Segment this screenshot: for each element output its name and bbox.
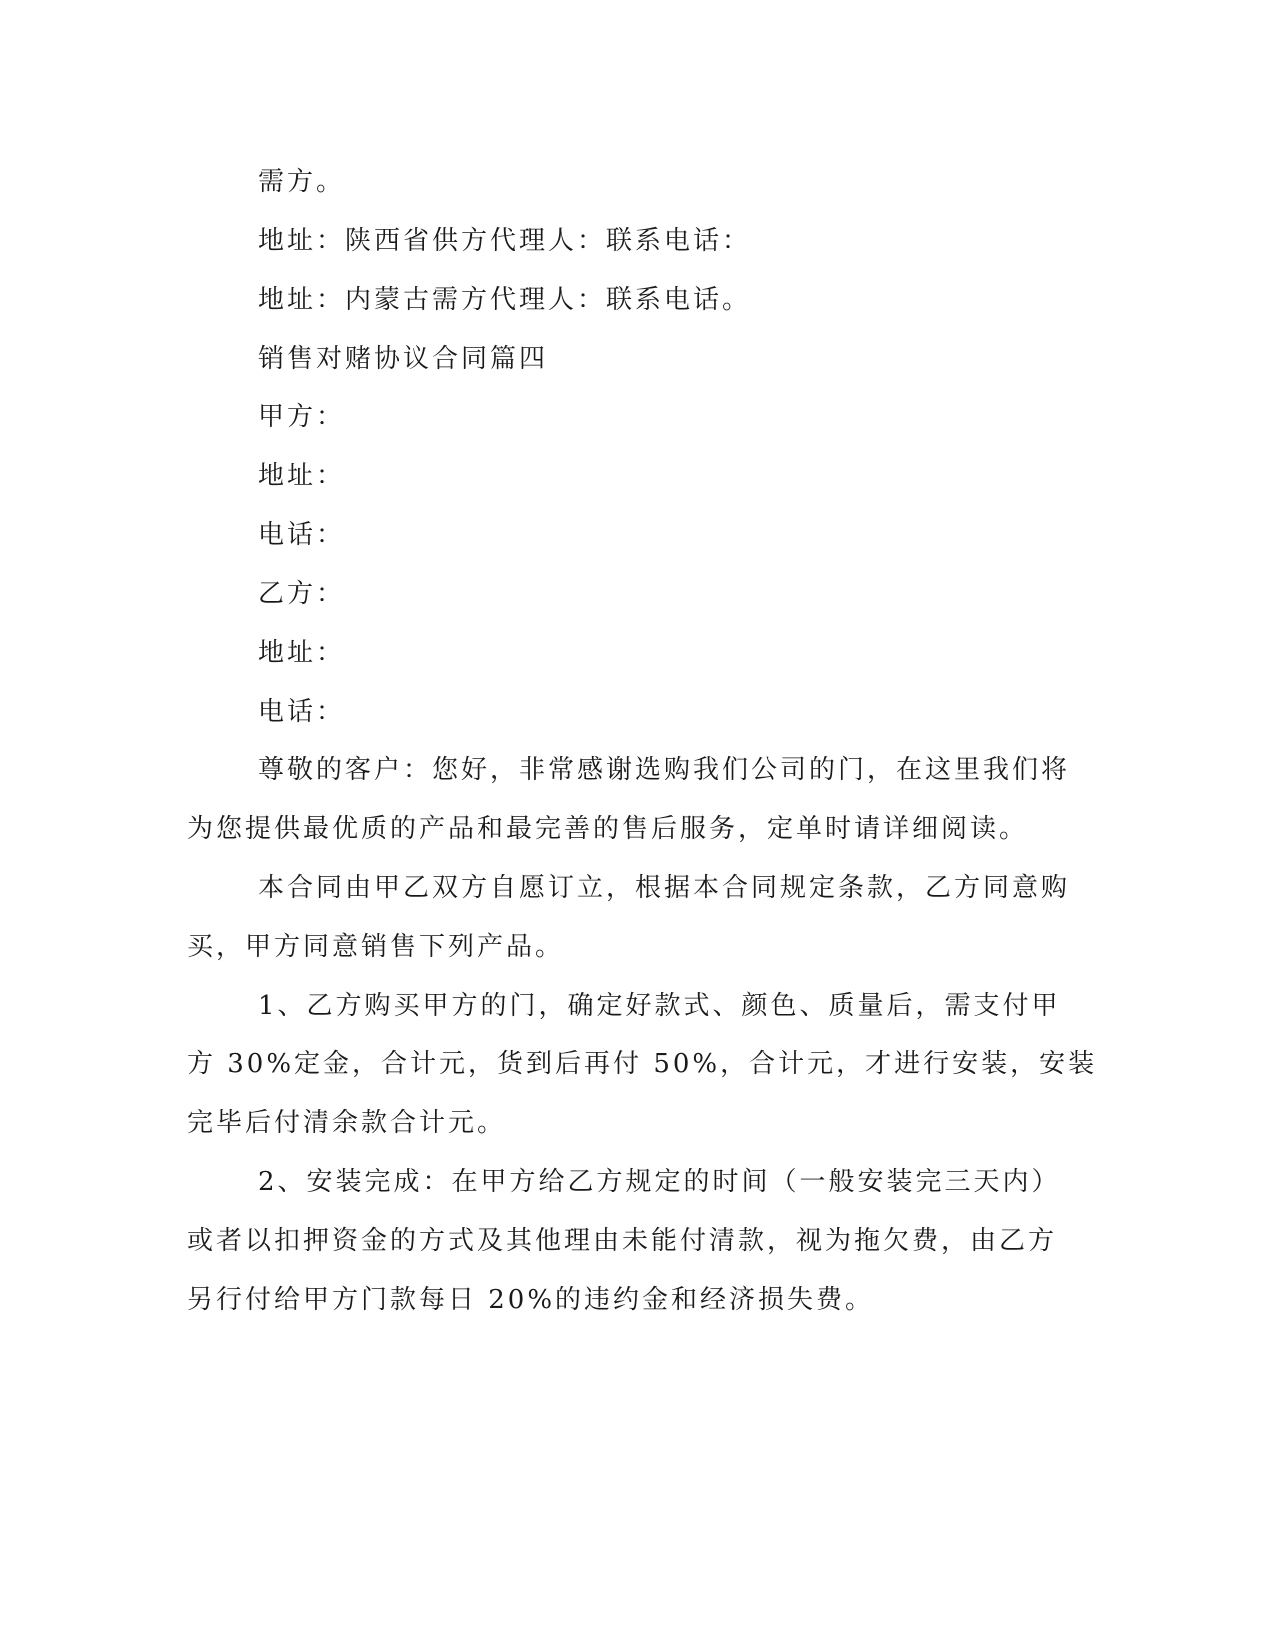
text-line: 本合同由甲乙双方自愿订立，根据本合同规定条款，乙方同意购 <box>258 873 1071 903</box>
text-line: 或者以扣押资金的方式及其他理由未能付清款，视为拖欠费，由乙方 <box>187 1226 1058 1256</box>
text-line: 买，甲方同意销售下列产品。 <box>187 932 565 962</box>
text-line: 乙方： <box>258 579 346 609</box>
text-line: 尊敬的客户：您好，非常感谢选购我们公司的门，在这里我们将 <box>258 755 1071 785</box>
text-line: 地址： <box>258 461 346 491</box>
text-line: 为您提供最优质的产品和最完善的售后服务，定单时请详细阅读。 <box>187 814 1029 844</box>
text-line: 另行付给甲方门款每日 20%的违约金和经济损失费。 <box>187 1285 875 1315</box>
text-line: 需方。 <box>258 167 346 197</box>
text-line: 地址：内蒙古需方代理人：联系电话。 <box>258 285 752 315</box>
text-line: 2、安装完成：在甲方给乙方规定的时间（一般安装完三天内） <box>258 1167 1061 1197</box>
text-line: 1、乙方购买甲方的门，确定好款式、颜色、质量后，需支付甲 <box>258 991 1061 1021</box>
text-line: 方 30%定金，合计元，货到后再付 50%，合计元，才进行安装，安装 <box>187 1049 1098 1079</box>
text-line: 电话： <box>258 520 346 550</box>
text-line: 甲方： <box>258 402 346 432</box>
text-line: 地址： <box>258 638 346 668</box>
text-line: 完毕后付清余款合计元。 <box>187 1108 507 1138</box>
text-line: 地址：陕西省供方代理人：联系电话： <box>258 226 752 256</box>
section-heading: 销售对赌协议合同篇四 <box>258 344 549 374</box>
text-line: 电话： <box>258 697 346 727</box>
